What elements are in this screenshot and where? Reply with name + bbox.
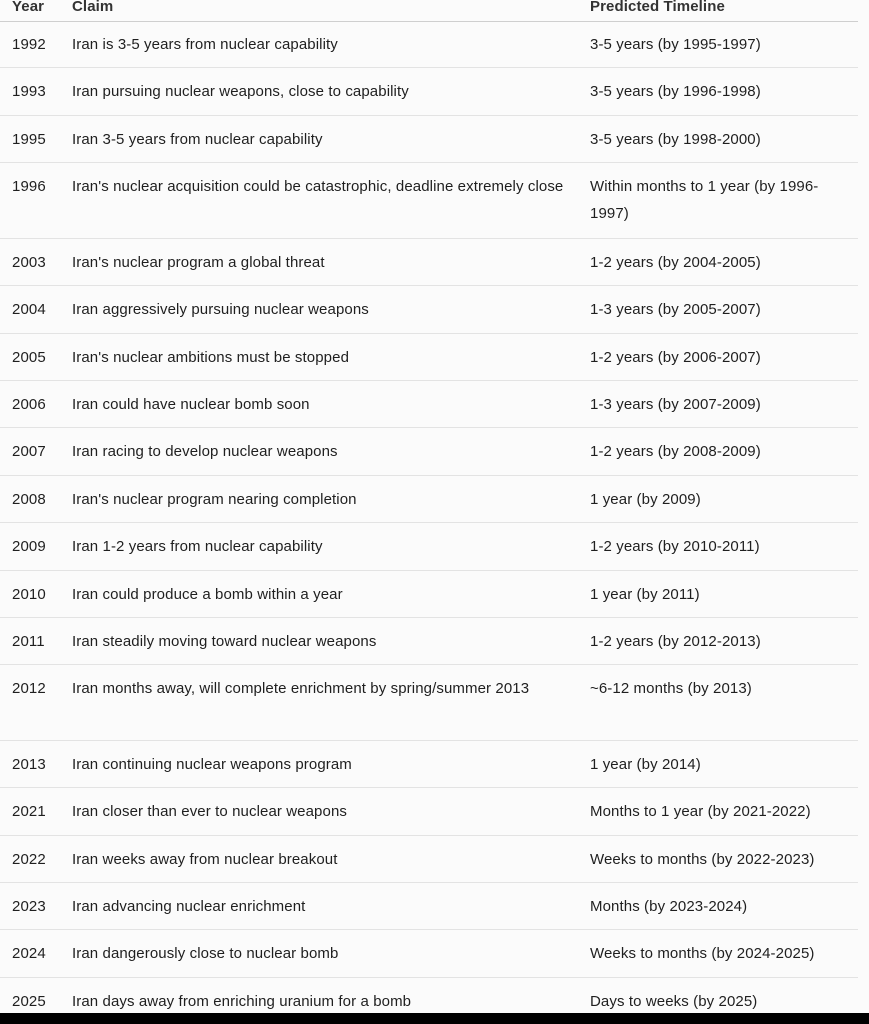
claim-cell: Iran racing to develop nuclear weapons <box>72 443 338 461</box>
table-row <box>0 21 858 68</box>
year-cell: 2011 <box>12 632 45 650</box>
timeline-cell: 1-2 years (by 2012-2013) <box>590 632 761 650</box>
table-row <box>0 476 858 523</box>
timeline-cell: Weeks to months (by 2022-2023) <box>590 850 815 868</box>
table-row <box>0 836 858 883</box>
table-row <box>0 523 858 570</box>
claim-cell: Iran months away, will complete enrichment by spring/summer 2013 <box>72 680 530 698</box>
table-row <box>0 883 858 930</box>
timeline-cell: ~6-12 months (by 2013) <box>590 680 752 698</box>
header-claim: Claim <box>72 0 114 15</box>
year-cell: 2025 <box>12 992 46 1010</box>
claim-cell: Iran dangerously close to nuclear bomb <box>72 945 339 963</box>
table-row <box>0 978 858 1013</box>
year-cell: 2004 <box>12 301 46 319</box>
claim-cell: Iran days away from enriching uranium for a bomb <box>72 992 412 1010</box>
claim-cell: Iran weeks away from nuclear breakout <box>72 850 338 868</box>
timeline-cell: Within months to 1 year (by 1996-1997) <box>590 178 819 223</box>
claim-cell: Iran advancing nuclear enrichment <box>72 898 306 916</box>
timeline-cell: 3-5 years (by 1995-1997) <box>590 36 761 53</box>
year-cell: 2006 <box>12 395 46 413</box>
timeline-cell: Days to weeks (by 2025) <box>590 992 758 1010</box>
year-cell: 1995 <box>12 130 46 148</box>
claim-cell: Iran 3-5 years from nuclear capability <box>72 130 323 148</box>
year-cell: 2023 <box>12 898 46 916</box>
table-row <box>0 116 858 163</box>
timeline-cell: Months (by 2023-2024) <box>590 898 748 916</box>
claim-cell: Iran's nuclear acquisition could be catastrophic, deadline extremely close <box>72 178 564 196</box>
timeline-cell: 1 year (by 2009) <box>590 490 701 508</box>
year-cell: 2009 <box>12 538 46 556</box>
year-cell: 1996 <box>12 178 46 196</box>
claim-cell: Iran aggressively pursuing nuclear weapons <box>72 301 369 319</box>
table-header <box>0 0 858 22</box>
claim-cell: Iran steadily moving toward nuclear weapons <box>72 632 377 650</box>
claim-cell: Iran continuing nuclear weapons program <box>72 755 352 773</box>
year-cell: 2022 <box>12 850 46 868</box>
timeline-cell: 1-2 years (by 2004-2005) <box>590 253 761 271</box>
header-year: Year <box>12 0 45 15</box>
claim-cell: Iran closer than ever to nuclear weapons <box>72 803 347 821</box>
timeline-cell: 3-5 years (by 1998-2000) <box>590 130 761 148</box>
table-row <box>0 68 858 115</box>
bottom-black-bar <box>0 1013 869 1024</box>
timeline-cell: Months to 1 year (by 2021-2022) <box>590 803 811 821</box>
claim-cell: Iran 1-2 years from nuclear capability <box>72 538 323 556</box>
claim-cell: Iran is 3-5 years from nuclear capability <box>72 36 338 53</box>
year-cell: 2024 <box>12 945 46 963</box>
table-body <box>0 21 858 1013</box>
year-cell: 2013 <box>12 755 46 773</box>
year-cell: 2005 <box>12 348 46 366</box>
claim-cell: Iran's nuclear program nearing completion <box>72 490 357 508</box>
claim-cell: Iran's nuclear ambitions must be stopped <box>72 348 350 366</box>
table-row <box>0 286 858 333</box>
timeline-cell: 1-2 years (by 2006-2007) <box>590 348 761 366</box>
year-cell: 1992 <box>12 36 46 53</box>
claim-cell: Iran pursuing nuclear weapons, close to capability <box>72 83 409 101</box>
timeline-cell: 1 year (by 2014) <box>590 755 701 773</box>
claim-cell: Iran could produce a bomb within a year <box>72 585 343 603</box>
table-row <box>0 788 858 835</box>
year-cell: 1993 <box>12 83 46 101</box>
table-row <box>0 665 858 741</box>
table-row <box>0 428 858 475</box>
timeline-cell: 1 year (by 2011) <box>590 585 700 603</box>
table-row <box>0 571 858 618</box>
timeline-cell: 1-2 years (by 2008-2009) <box>590 443 761 461</box>
table-row <box>0 741 858 788</box>
table-row <box>0 163 858 239</box>
claim-cell: Iran's nuclear program a global threat <box>72 253 325 271</box>
year-cell: 2010 <box>12 585 46 603</box>
timeline-cell: 1-3 years (by 2007-2009) <box>590 395 761 413</box>
header-timeline: Predicted Timeline <box>590 0 725 15</box>
timeline-cell: 1-3 years (by 2005-2007) <box>590 301 761 319</box>
claim-cell: Iran could have nuclear bomb soon <box>72 395 310 413</box>
year-cell: 2003 <box>12 253 46 271</box>
year-cell: 2012 <box>12 680 46 698</box>
timeline-cell: Weeks to months (by 2024-2025) <box>590 945 815 963</box>
table-row <box>0 334 858 381</box>
year-cell: 2021 <box>12 803 46 821</box>
table-row <box>0 930 858 977</box>
table-row <box>0 618 858 665</box>
table-row <box>0 239 858 286</box>
timeline-cell: 3-5 years (by 1996-1998) <box>590 83 761 101</box>
year-cell: 2007 <box>12 443 46 461</box>
year-cell: 2008 <box>12 490 46 508</box>
table-row <box>0 381 858 428</box>
timeline-cell: 1-2 years (by 2010-2011) <box>590 538 760 556</box>
